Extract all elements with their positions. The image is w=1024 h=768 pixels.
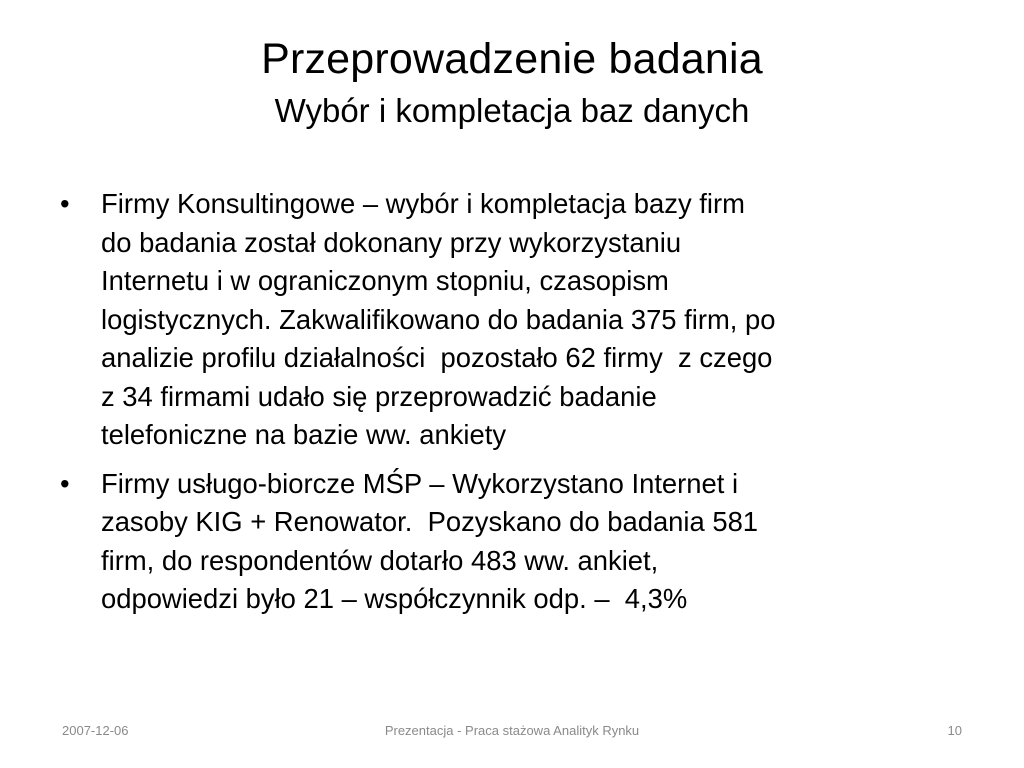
bullet-line: zasoby KIG + Renowator. Pozyskano do badania 581 bbox=[101, 506, 759, 537]
bullet-line: Internetu i w ograniczonym stopniu, czasopism bbox=[101, 265, 669, 296]
bullet-line: do badania został dokonany przy wykorzystaniu bbox=[101, 226, 682, 258]
bullet-icon: • bbox=[60, 188, 70, 219]
slide-title: Przeprowadzenie badania bbox=[261, 35, 763, 83]
bullet-line: Firmy usługo-biorcze MŚP – Wykorzystano Internet i bbox=[101, 467, 739, 499]
bullet-line: firm, do respondentów dotarło 483 ww. ankiet, bbox=[101, 544, 659, 576]
footer-date: 2007-12-06 bbox=[62, 723, 129, 738]
footer-presentation-title: Prezentacja - Praca stażowa Analityk Rynku bbox=[384, 723, 640, 738]
bullet-line: Firmy Konsultingowe – wybór i kompletacja bazy firm bbox=[101, 188, 745, 219]
bullet-line: telefoniczne na bazie ww. ankiety bbox=[101, 419, 507, 450]
bullet-line: logistycznych. Zakwalifikowano do badania 375 firm, po bbox=[101, 303, 776, 335]
footer-page-number: 10 bbox=[947, 723, 962, 738]
slide-subtitle: Wybór i kompletacja baz danych bbox=[274, 92, 750, 130]
bullet-line: analizie profilu działalności pozostało 62 firmy z czego bbox=[101, 342, 773, 373]
bullet-line: odpowiedzi było 21 – współczynnik odp. – 4,3% bbox=[101, 583, 688, 614]
bullet-item-consulting-firms bbox=[58, 185, 978, 455]
slide-title-block bbox=[0, 36, 1024, 130]
bullet-item-service-firms bbox=[58, 465, 978, 619]
bullet-list bbox=[58, 185, 978, 629]
bullet-line: z 34 firmami udało się przeprowadzić badanie bbox=[101, 380, 657, 412]
bullet-icon: • bbox=[60, 467, 70, 499]
